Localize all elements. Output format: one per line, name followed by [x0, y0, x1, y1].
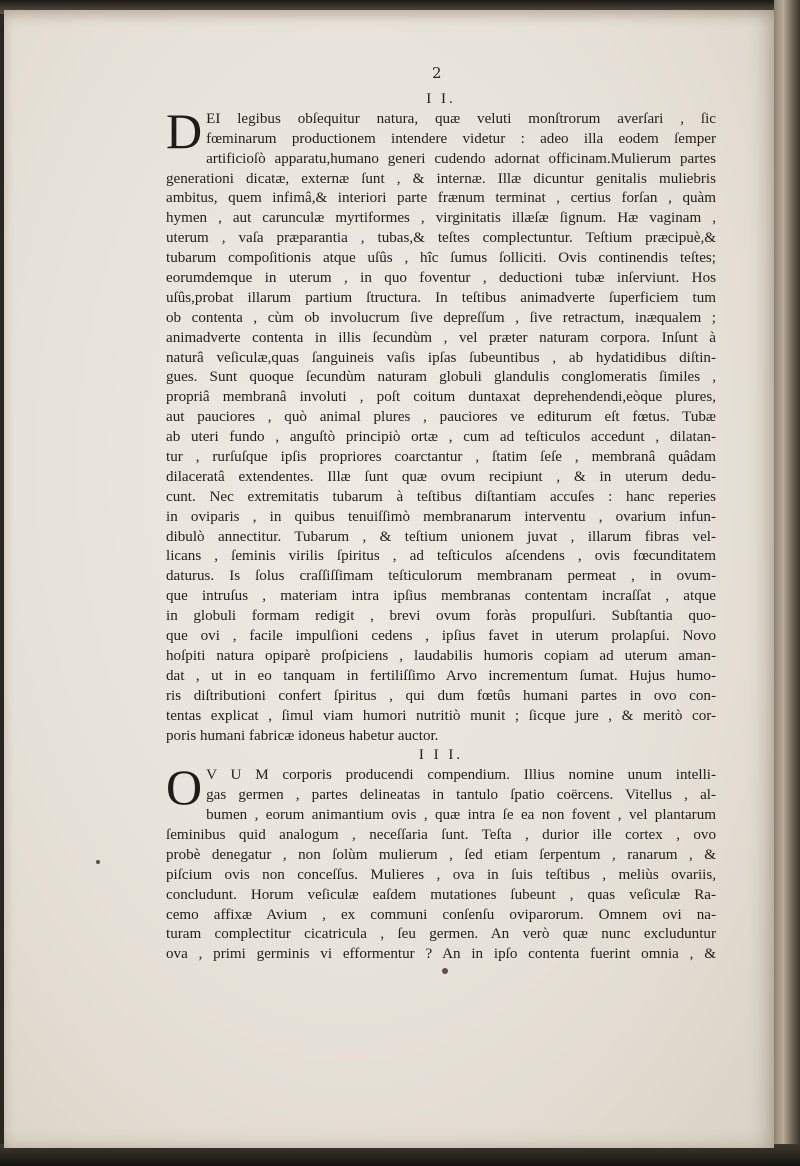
- text-line: animadverte contenta in illis ſecundùm , vel præter naturam corpora. Inſunt à: [166, 329, 716, 346]
- text-line: cunt. Nec extremitatis tubarum à teſtibus diſtantiam accuſes : hanc reperies: [166, 488, 716, 505]
- text-line: hymen , aut carunculæ myrtiformes , virginitatis illæſæ ſignum. Hæ vaginam ,: [166, 210, 716, 227]
- paragraph-section-iii: [166, 759, 716, 965]
- paragraph-lines: [166, 150, 716, 747]
- book-right-edge: [774, 0, 800, 1166]
- text-line: dat , ut in eo tanquam in fertiliſſimo Arvo incrementum ſumat. Hujus humo-: [166, 667, 716, 684]
- text-line: que intruſus , materiam intra ipſius membranas contentam incraſſat , atque: [166, 588, 716, 605]
- paragraph-section-ii: [166, 102, 716, 747]
- text-line: fœminarum productionem intendere videtur : adeo illa eodem ſemper: [206, 130, 716, 147]
- text-line: eorumdemque in uterum , in quo foventur , deductioni tubæ inſerviunt. Hos: [166, 270, 716, 287]
- ink-speck: [442, 968, 448, 974]
- text-line: hoſpiti natura opiparè proſpiciens , laudabilis humoris copiam ad uterum aman-: [166, 647, 716, 664]
- text-line: naturâ veſiculæ,quas ſanguineis vaſis ipſas ſubeuntibus , ab hydatidibus diſtin-: [166, 349, 716, 366]
- text-line: propriâ membranâ involuti , poſt coitum duntaxat deprehendendi,eòque plures,: [166, 389, 716, 406]
- text-line: ambitus, quem infimâ,& interiori parte frænum terminat , certius forſan , quàm: [166, 190, 716, 207]
- text-line: tentas explicat , ſimul viam humori nutritiò munit ; ſicque jure , & meritò cor-: [166, 707, 716, 724]
- text-line: poris humani fabricæ idoneus habetur auctor.: [166, 727, 439, 744]
- text-line: ova , primi germinis vi efformentur ? An in ipſo contenta fuerint omnia , &: [166, 946, 716, 963]
- text-line: V U M corporis producendi compendium. Illius nomine unum intelli-: [206, 767, 716, 784]
- text-line: gues. Sunt quoque ſecundùm naturam globuli glandulis conglomeratis ſimiles ,: [166, 369, 716, 386]
- page-number: 2: [432, 64, 442, 82]
- text-line: uſûs,probat illarum partium ſtructura. In teſtibus animadverte ſuperficiem tum: [166, 289, 716, 306]
- text-line: que ovi , facile impulſioni cedens , ipſius favet in uterum prolapſui. Novo: [166, 628, 716, 645]
- text-line: in oviparis , in quibus tenuiſſimò membranarum interventu , ovarium infun-: [166, 508, 716, 525]
- text-line: licans , ſeminis virilis ſpiritus , ad teſticulos aſcendens , ovis fœcunditatem: [166, 548, 716, 565]
- text-line: ris diſtributioni confert ſpiritus , qui dum fœtûs humani partes in ovo con-: [166, 687, 716, 704]
- text-line: artificioſò apparatu,humano generi cudendo adornat officinam.Mulierum partes: [206, 150, 716, 167]
- text-line: cemo affixæ Avium , ex communi conſenſu oviparorum. Omnem ovi na-: [166, 906, 716, 923]
- text-line: generationi dicatæ, externæ ſunt , & internæ. Illæ dicuntur genitalis muliebris: [166, 170, 716, 187]
- text-line: uterum , vaſa præparantia , tubas,& teſtes complectuntur. Teſtium præcipuè,&: [166, 230, 716, 247]
- section-heading-iii: I I I.: [418, 747, 464, 764]
- drop-cap-d: D: [166, 102, 203, 159]
- text-line: probè denegatur , non ſolùm mulierum , ſed etiam ſerpentum , ranarum , &: [166, 846, 716, 863]
- text-line: gas germen , partes delineatas in tantulo ſpatio coërcens. Vitellus , al-: [206, 787, 716, 804]
- text-line: bumen , eorum animantium ovis , quæ intra ſe ea non fovent , vel plantarum: [206, 807, 716, 824]
- text-line: dilaceratâ extendentes. Illæ ſunt quæ ovum recipiunt , & in uterum dedu-: [166, 468, 716, 485]
- text-line: concludunt. Horum veſiculæ eaſdem mutationes ſubeunt , quas veſiculæ Ra-: [166, 886, 716, 903]
- book-page: [4, 10, 774, 1148]
- text-line: turam complectitur cicatricula , ſeu germen. An verò quæ nunc excluduntur: [166, 926, 716, 943]
- text-line: ſeminibus quid analogum , neceſſaria ſunt. Teſta , durior ille cortex , ovo: [166, 826, 716, 843]
- text-line: ob contenta , cùm ob involucrum ſive depreſſum , ſive retractum, inæqualem ;: [166, 309, 716, 326]
- ink-speck: [96, 860, 100, 864]
- text-line: in globuli formam redigit , brevi ovum foràs propulſuri. Subſtantia quo-: [166, 608, 716, 625]
- text-line: tur , rurſuſque ipſis propriores coarctantur , ſtatim ſeſe , membranâ quâdam: [166, 449, 716, 466]
- text-line: daturus. Is ſolus craſſiſſimam teſticulorum membranam permeat , in ovum-: [166, 568, 716, 585]
- paragraph-lines: [166, 806, 716, 965]
- body-text: [166, 90, 716, 965]
- text-line: EI legibus obſequitur natura, quæ veluti monſtrorum averſari , ſic: [206, 110, 716, 127]
- text-line: dibulò annectitur. Tubarum , & teſtium unionem juvat , illarum fibras vel-: [166, 528, 716, 545]
- text-line: tubarum compoſitionis atque uſûs , hîc ſumus ſolliciti. Ovis continendis teſtes;: [166, 250, 716, 267]
- text-line: ab uteri fundo , anguſtò principiò ortæ , cum ad teſticulos accedunt , dilatan-: [166, 429, 716, 446]
- text-line: aut pauciores , quò animal plures , pauciores ve editurum eſt fœtus. Tubæ: [166, 409, 716, 426]
- drop-cap-o: O: [166, 759, 203, 816]
- section-heading-ii: I I.: [426, 91, 456, 107]
- text-line: piſcium ovis non conceſſus. Mulieres , ova in ſuis teſtibus , meliùs ovariis,: [166, 866, 716, 883]
